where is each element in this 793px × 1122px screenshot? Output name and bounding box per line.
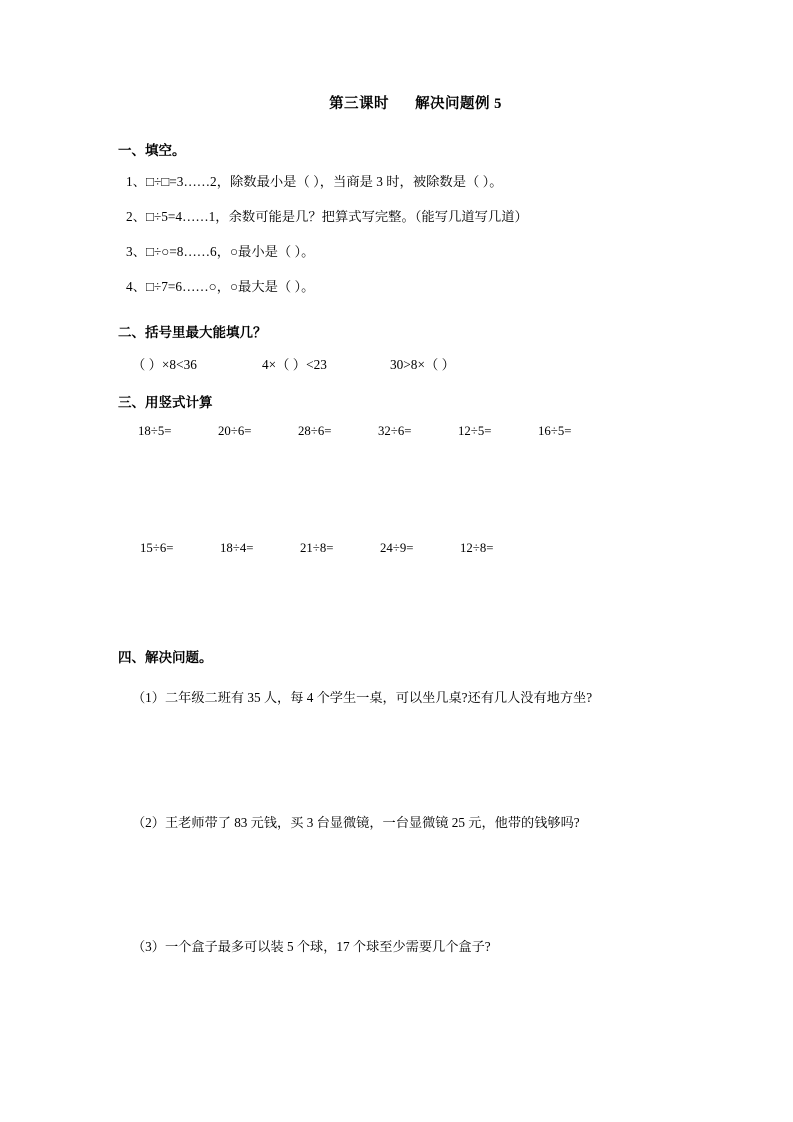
section-4-heading: 四、解决问题。 (118, 649, 213, 665)
work-space-2 (118, 556, 683, 646)
answer-space-2 (118, 832, 683, 937)
expression: 12÷5= (458, 423, 492, 438)
expression: 16÷5= (538, 423, 572, 438)
bracket-item-3: 30>8×（ ） (390, 356, 455, 372)
expression: 12÷8= (460, 540, 494, 555)
document-content (118, 92, 683, 957)
section-2-heading: 二、括号里最大能填几？ (118, 324, 267, 340)
vertical-calc-row-2 (118, 541, 683, 556)
word-problem-1: （1）二年级二班有 35 人，每 4 个学生一桌，可以坐几桌?还有几人没有地方坐? (132, 689, 593, 705)
page-title-part2: 解决问题例 5 (415, 96, 502, 112)
word-problem-2: （2）王老师带了 83 元钱，买 3 台显微镜，一台显微镜 25 元，他带的钱够吗? (132, 814, 580, 830)
fill-in-item-3: 3、□÷○=8……6，○最小是（ ）。 (126, 243, 315, 259)
word-problem-3: （3）一个盒子最多可以装 5 个球，17 个球至少需要几个盒子? (132, 939, 491, 955)
page-title (118, 92, 683, 113)
expression: 18÷5= (138, 423, 172, 438)
section-3-heading: 三、用竖式计算 (118, 394, 213, 410)
fill-in-item-2: 2、□÷5=4……1，余数可能是几？把算式写完整。（能写几道写几道） (126, 208, 528, 224)
fill-in-item-4: 4、□÷7=6……○，○最大是（ ）。 (126, 278, 315, 294)
section-2-items (118, 354, 683, 373)
answer-space-1 (118, 708, 683, 813)
expression: 32÷6= (378, 423, 412, 438)
bracket-item-2: 4×（ ）<23 (262, 356, 327, 372)
expression: 28÷6= (298, 423, 332, 438)
bracket-item-1: （ ）×8<36 (132, 356, 197, 372)
page-title-part1: 第三课时 (329, 96, 390, 112)
fill-in-item-1: 1、□÷□=3……2，除数最小是（ ），当商是 3 时，被除数是（ ）。 (126, 174, 503, 189)
expression: 20÷6= (218, 423, 252, 438)
work-space-1 (118, 439, 683, 541)
expression: 18÷4= (220, 540, 254, 555)
expression: 24÷9= (380, 540, 414, 555)
vertical-calc-row-1 (118, 424, 683, 439)
expression: 15÷6= (140, 540, 174, 555)
expression: 21÷8= (300, 540, 334, 555)
section-1-heading: 一、填空。 (118, 143, 186, 158)
